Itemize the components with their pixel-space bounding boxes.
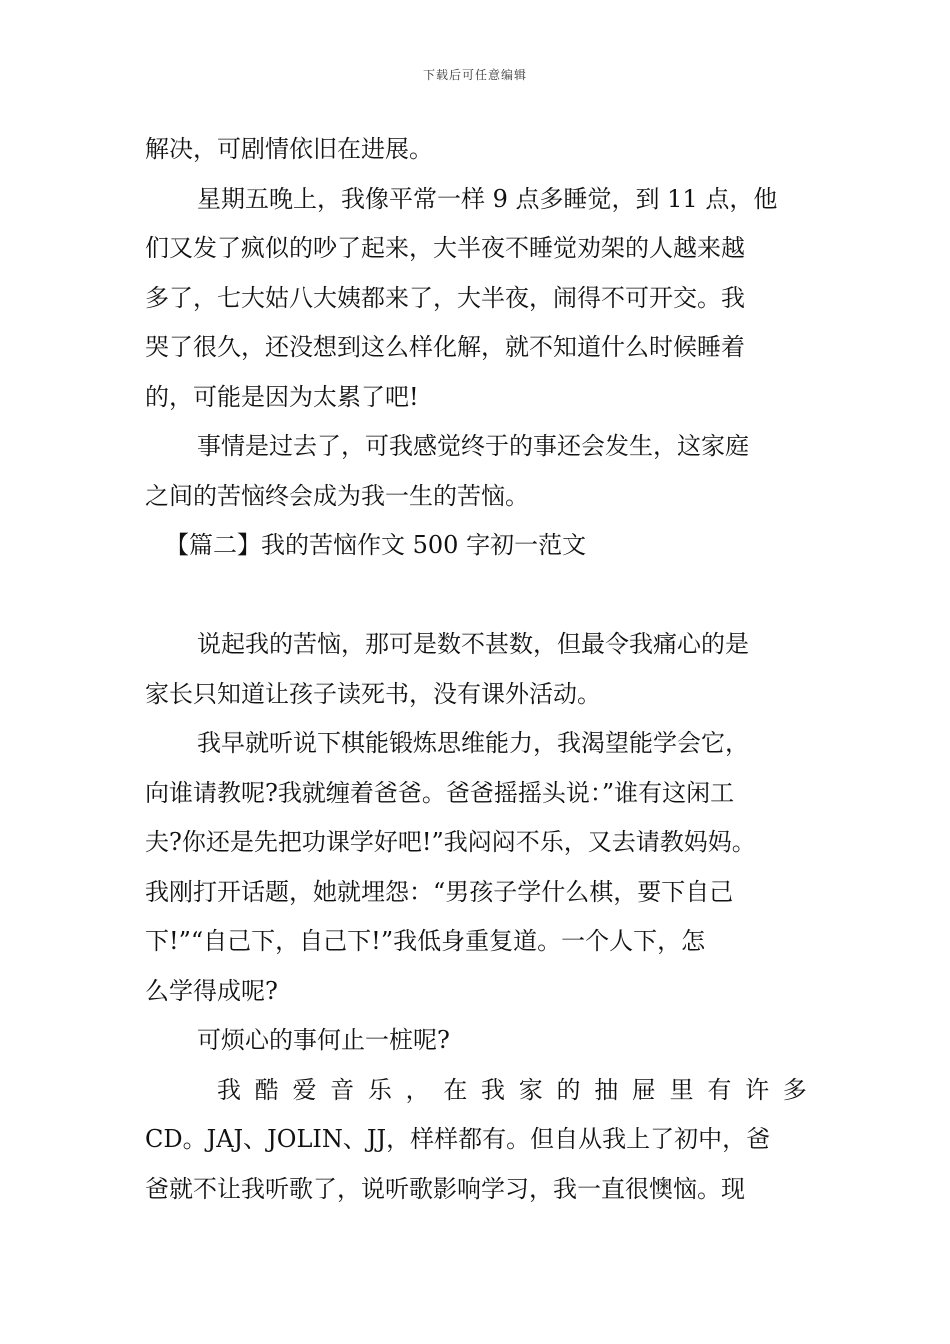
paragraph-line: 们又发了疯似的吵了起来，大半夜不睡觉劝架的人越来越 — [145, 234, 745, 262]
paragraph-line: 事情是过去了，可我感觉终于的事还会发生，这家庭 — [197, 432, 749, 460]
char: 乐 — [367, 1075, 392, 1104]
paragraph-line: 可烦心的事何止一桩呢? — [197, 1026, 450, 1054]
char: 的 — [556, 1075, 581, 1104]
char: 家 — [518, 1075, 543, 1104]
paragraph-line: 星期五晚上，我像平常一样 9 点多睡觉，到 11 点，他 — [197, 184, 778, 213]
paragraph-line: 之间的苦恼终会成为我一生的苦恼。 — [145, 481, 529, 510]
paragraph-line: 家长只知道让孩子读死书，没有课外活动。 — [145, 679, 601, 708]
document-body — [145, 125, 807, 1214]
blank-line — [145, 571, 807, 621]
paragraph-line: 向谁请教呢?我就缠着爸爸。爸爸摇摇头说：”谁有这闲工 — [145, 778, 735, 807]
paragraph-line: 么学得成呢? — [145, 976, 278, 1005]
section-heading: 【篇二】我的苦恼作文 500 字初一范文 — [165, 531, 587, 559]
char: 有 — [707, 1075, 732, 1104]
paragraph-line: 说起我的苦恼，那可是数不甚数，但最令我痛心的是 — [197, 630, 749, 658]
char: 我 — [217, 1075, 241, 1104]
paragraph-line: 我刚打开话题，她就埋怨：“男孩子学什么棋，要下自己 — [145, 877, 734, 906]
char: 许 — [745, 1075, 770, 1104]
paragraph-line: 哭了很久，还没想到这么样化解，就不知道什么时候睡着 — [145, 333, 745, 361]
page-header: 下载后可任意编辑 — [422, 68, 527, 82]
paragraph-line: 我早就听说下棋能锻炼思维能力，我渴望能学会它， — [197, 729, 749, 757]
paragraph-line: CD。JAJ、JOLIN、JJ，样样都有。但自从我上了初中，爸 — [145, 1125, 771, 1153]
paragraph-line: 下!”“自己下，自己下!”我低身重复道。一个人下，怎 — [145, 927, 706, 955]
paragraph-line: 爸就不让我听歌了，说听歌影响学习，我一直很懊恼。现 — [145, 1174, 745, 1203]
char: 酷 — [254, 1075, 279, 1104]
paragraph-line: 夫?你还是先把功课学好吧!”我闷闷不乐，又去请教妈妈。 — [145, 828, 756, 856]
char: ， — [405, 1075, 430, 1104]
char: 里 — [669, 1075, 694, 1104]
char: 在 — [443, 1075, 468, 1104]
char: 爱 — [292, 1075, 317, 1104]
paragraph-line: 解决，可剧情依旧在进展。 — [145, 135, 433, 163]
justified-paragraph-line — [145, 1066, 807, 1116]
char: 音 — [330, 1075, 355, 1104]
char: 多 — [782, 1075, 807, 1104]
paragraph-line: 的，可能是因为太累了吧! — [145, 382, 419, 411]
char: 我 — [481, 1075, 506, 1104]
paragraph-line: 多了，七大姑八大姨都来了，大半夜，闹得不可开交。我 — [145, 283, 745, 312]
char: 屉 — [631, 1075, 656, 1104]
char: 抽 — [594, 1075, 619, 1104]
